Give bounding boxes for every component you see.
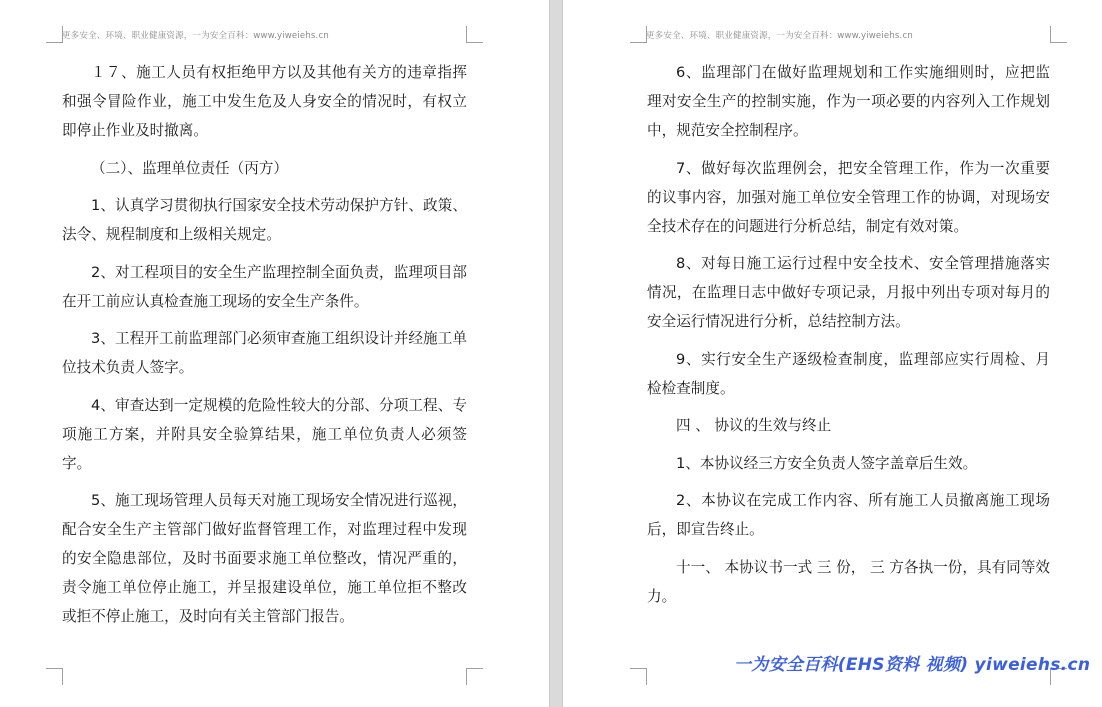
paragraph: 5、施工现场管理人员每天对施工现场安全情况进行巡视，配合安全生产主管部门做好监督管理工作，对监理过程中发现的安全隐患部位，及时书面要求施工单位整改，情况严重的，责令施工单位停止施工，并呈报建设单位，施工单位拒不整改或拒不停止施工，及时向有关主管部门报告。 bbox=[62, 492, 467, 625]
paragraph: 3、工程开工前监理部门必须审查施工组织设计并经施工单位技术负责人签字。 bbox=[62, 330, 467, 376]
margin-corner-mark bbox=[466, 668, 483, 685]
page-body bbox=[647, 58, 1050, 619]
paragraph: 8、对每日施工运行过程中安全技术、安全管理措施落实情况，在监理日志中做好专项记录，月报中列出专项对每月的安全运行情况进行分析，总结控制方法。 bbox=[647, 255, 1050, 330]
paragraph: 4、审查达到一定规模的危险性较大的分部、分项工程、专项施工方案，并附具安全验算结果，施工单位负责人必须签字。 bbox=[62, 396, 467, 472]
paragraph: 1、认真学习贯彻执行国家安全技术劳动保护方针、政策、法令、规程制度和上级相关规定。 bbox=[62, 197, 467, 243]
paragraph: 1、本协议经三方安全负责人签字盖章后生效。 bbox=[676, 454, 978, 472]
paragraph: 7、做好每次监理例会，把安全管理工作，作为一次重要的议事内容，加强对施工单位安全管理工作的协调，对现场安全技术存在的问题进行分析总结，制定有效对策。 bbox=[647, 159, 1050, 235]
margin-corner-mark bbox=[46, 26, 63, 43]
page-gutter bbox=[549, 0, 563, 707]
section-heading: 四 、 协议的生效与终止 bbox=[676, 417, 832, 434]
margin-corner-mark bbox=[630, 668, 647, 685]
page-header: 更多安全、环境、职业健康资源，一为安全百科：www.yiweiehs.cn bbox=[646, 31, 913, 41]
margin-corner-mark bbox=[630, 26, 647, 43]
margin-corner-mark bbox=[466, 26, 483, 43]
paragraph: １７、施工人员有权拒绝甲方以及其他有关方的违章指挥和强令冒险作业，施工中发生危及人身安全的情况时，有权立即停止作业及时撤离。 bbox=[62, 64, 467, 139]
document-page-right bbox=[563, 0, 1102, 707]
paragraph: 2、对工程项目的安全生产监理控制全面负责，监理项目部在开工前应认真检查施工现场的安全生产条件。 bbox=[62, 263, 467, 310]
paragraph: 十一、 本协议书一式 三 份， 三 方各执一份，具有同等效力。 bbox=[647, 558, 1050, 605]
paragraph: 6、监理部门在做好监理规划和工作实施细则时，应把监理对安全生产的控制实施，作为一项必要的内容列入工作规划中，规范安全控制程序。 bbox=[647, 64, 1050, 139]
margin-corner-mark bbox=[1050, 26, 1067, 43]
document-page-left bbox=[0, 0, 549, 707]
margin-corner-mark bbox=[46, 668, 63, 685]
site-watermark: 一为安全百科(EHS资料 视频) yiweiehs.cn bbox=[734, 655, 1091, 675]
page-header: 更多安全、环境、职业健康资源，一为安全百科：www.yiweiehs.cn bbox=[62, 31, 329, 41]
section-heading: （二）、监理单位责任（丙方） bbox=[91, 159, 289, 177]
paragraph: 9、实行安全生产逐级检查制度，监理部应实行周检、月检检查制度。 bbox=[647, 350, 1050, 397]
page-body bbox=[62, 58, 467, 640]
paragraph: 2、本协议在完成工作内容、所有施工人员撤离施工现场后，即宣告终止。 bbox=[647, 492, 1050, 538]
